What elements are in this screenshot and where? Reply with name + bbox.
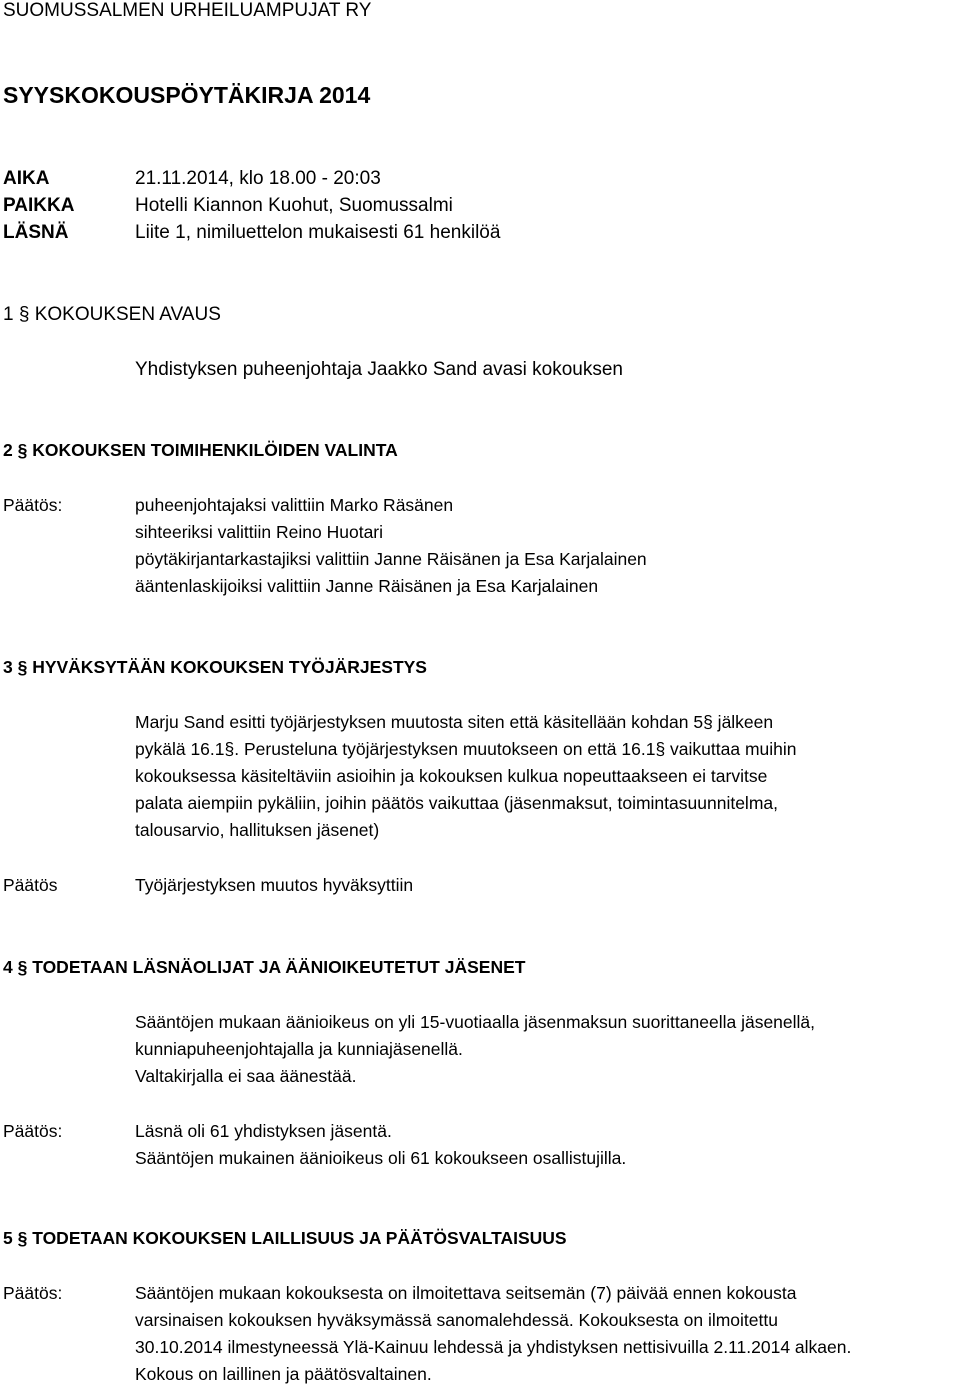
document-title: SYYSKOKOUSPÖYTÄKIRJA 2014 xyxy=(3,82,371,108)
organization-name: SUOMUSSALMEN URHEILUAMPUJAT RY xyxy=(3,0,372,21)
text-line: Sääntöjen mukainen äänioikeus oli 61 kokoukseen osallistujilla. xyxy=(135,1148,627,1168)
section-3-decision-label: Päätös xyxy=(3,875,58,895)
section-3-text xyxy=(135,709,797,844)
text-line: pöytäkirjantarkastajiksi valittiin Janne Räisänen ja Esa Karjalainen xyxy=(135,549,647,569)
text-line: varsinaisen kokouksen hyväksymässä sanomalehdessä. Kokouksesta on ilmoitettu xyxy=(135,1310,778,1330)
meta-value-time: 21.11.2014, klo 18.00 - 20:03 xyxy=(135,168,381,189)
text-line: Sääntöjen mukaan kokouksesta on ilmoitettava seitsemän (7) päivää ennen kokousta xyxy=(135,1283,797,1303)
section-5-decision-text xyxy=(135,1280,851,1388)
text-line: puheenjohtajaksi valittiin Marko Räsänen xyxy=(135,495,454,515)
meta-value-place: Hotelli Kiannon Kuohut, Suomussalmi xyxy=(135,195,453,216)
section-4-text xyxy=(135,1009,815,1090)
section-3-decision-text: Työjärjestyksen muutos hyväksyttiin xyxy=(135,875,414,895)
text-line: talousarvio, hallituksen jäsenet) xyxy=(135,820,380,840)
section-2-heading: 2 § KOKOUKSEN TOIMIHENKILÖIDEN VALINTA xyxy=(3,440,398,460)
text-line: Sääntöjen mukaan äänioikeus on yli 15-vuotiaalla jäsenmaksun suorittaneella jäsenellä, xyxy=(135,1012,816,1032)
text-line: pykälä 16.1§. Perusteluna työjärjestyksen muutokseen on että 16.1§ vaikuttaa muihin xyxy=(135,739,797,759)
meta-label-present: LÄSNÄ xyxy=(3,222,69,243)
text-line: 30.10.2014 ilmestyneessä Ylä-Kainuu lehdessä ja yhdistyksen nettisivuilla 2.11.2014 alkaen. xyxy=(135,1337,852,1357)
section-4-decision-label: Päätös: xyxy=(3,1121,63,1141)
text-line: Läsnä oli 61 yhdistyksen jäsentä. xyxy=(135,1121,392,1141)
text-line: Kokous on laillinen ja päätösvaltainen. xyxy=(135,1364,432,1384)
section-2-decision-label: Päätös: xyxy=(3,495,63,515)
text-line: palata aiempiin pykäliin, joihin päätös vaikuttaa (jäsenmaksut, toimintasuunnitelma, xyxy=(135,793,778,813)
section-1-text: Yhdistyksen puheenjohtaja Jaakko Sand avasi kokouksen xyxy=(135,359,623,380)
section-1-heading: 1 § KOKOUKSEN AVAUS xyxy=(3,304,221,325)
section-5-heading: 5 § TODETAAN KOKOUKSEN LAILLISUUS JA PÄÄTÖSVALTAISUUS xyxy=(3,1228,567,1248)
text-line: Marju Sand esitti työjärjestyksen muutosta siten että käsitellään kohdan 5§ jälkeen xyxy=(135,712,774,732)
section-4-heading: 4 § TODETAAN LÄSNÄOLIJAT JA ÄÄNIOIKEUTETUT JÄSENET xyxy=(3,957,526,977)
text-line: sihteeriksi valittiin Reino Huotari xyxy=(135,522,384,542)
section-3-heading: 3 § HYVÄKSYTÄÄN KOKOUKSEN TYÖJÄRJESTYS xyxy=(3,657,427,677)
text-line: ääntenlaskijoiksi valittiin Janne Räisänen ja Esa Karjalainen xyxy=(135,576,599,596)
text-line: Valtakirjalla ei saa äänestää. xyxy=(135,1066,357,1086)
meta-value-present: Liite 1, nimiluettelon mukaisesti 61 henkilöä xyxy=(135,222,501,243)
section-4-decision-text xyxy=(135,1118,626,1172)
section-2-decision-text xyxy=(135,492,647,600)
meta-label-place: PAIKKA xyxy=(3,195,75,216)
meta-label-time: AIKA xyxy=(3,168,50,189)
text-line: kokouksessa käsiteltäviin asioihin ja kokouksen kulkua nopeuttaakseen ei tarvitse xyxy=(135,766,768,786)
section-5-decision-label: Päätös: xyxy=(3,1283,63,1303)
text-line: kunniapuheenjohtajalla ja kunniajäsenellä. xyxy=(135,1039,463,1059)
